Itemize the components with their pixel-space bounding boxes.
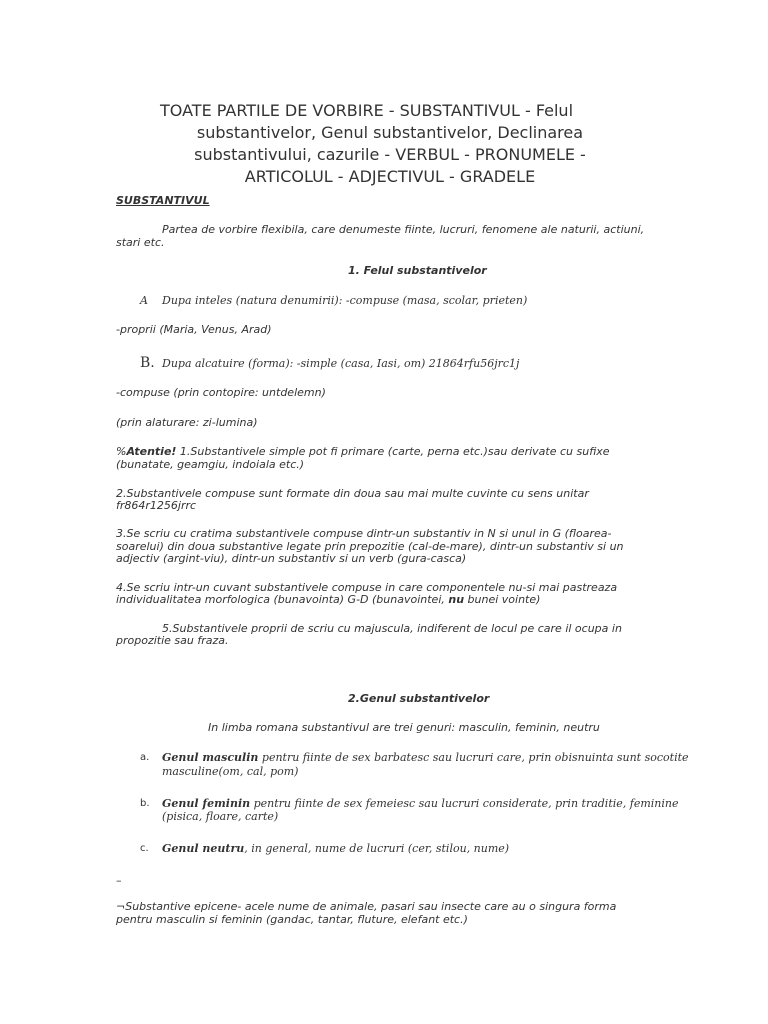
definition-line-2: stari etc. <box>116 236 165 249</box>
title-line-4: ARTICOLUL - ADJECTIVUL - GRADELE <box>244 167 536 186</box>
atentie-line-1 <box>116 445 610 458</box>
p3-line-2: soarelui) din doua substantive legate prin prepozitie (cal-de-mare), dintr-un substantiv si un <box>116 540 624 553</box>
alaturare-text: (prin alaturare: zi-lumina) <box>116 416 258 429</box>
gen-neutru-label: Genul neutru <box>162 842 245 855</box>
p5-line-1: 5.Substantivele proprii de scriu cu majuscula, indiferent de locul pe care il ocupa in <box>162 622 622 635</box>
atentie-prefix: % <box>116 445 127 458</box>
p3-line-1: 3.Se scriu cu cratima substantivele compuse dintr-un substantiv in N si unul in G (floarea- <box>116 527 612 540</box>
list-marker-a-gen: a. <box>140 752 150 763</box>
section-2-title: 2.Genul substantivelor <box>348 692 490 705</box>
gen-neutru-text: , in general, nume de lucruri (cer, stilou, nume) <box>244 842 510 855</box>
atentie-text-1: 1.Substantivele simple pot fi primare (carte, perna etc.)sau derivate cu sufixe <box>176 445 610 458</box>
gen-a-line-2: masculine(om, cal, pom) <box>162 765 299 778</box>
p4-line-1: 4.Se scriu intr-un cuvant substantivele compuse in care componentele nu-si mai pastreaza <box>116 581 618 594</box>
list-marker-b-gen: b. <box>140 798 150 809</box>
epicene-line-1: ¬Substantive epicene- acele nume de animale, pasari sau insecte care au o singura forma <box>116 900 617 913</box>
item-a-text: Dupa inteles (natura denumirii): -compuse (masa, scolar, prieten) <box>162 294 528 307</box>
list-marker-c-gen: c. <box>140 843 149 854</box>
title-line-1: TOATE PARTILE DE VORBIRE - SUBSTANTIVUL - Felul <box>160 101 574 120</box>
list-marker-a: A <box>140 294 148 307</box>
gen-feminin-text: pentru fiinte de sex femeiesc sau lucruri considerate, prin traditie, feminine <box>250 797 679 810</box>
p4-text-a: individualitatea morfologica (bunavointa) G-D (bunavointei, <box>116 593 449 606</box>
section-1-title: 1. Felul substantivelor <box>348 264 487 277</box>
gen-a-line-1 <box>162 751 689 764</box>
title-line-3: substantivului, cazurile - VERBUL - PRONUMELE - <box>194 145 586 164</box>
atentie-line-2: (bunatate, geamgiu, indoiala etc.) <box>116 458 305 471</box>
compuse-contopire-text: -compuse (prin contopire: untdelemn) <box>116 386 326 399</box>
dash-mark: – <box>116 874 122 887</box>
gen-b-line-1 <box>162 797 679 810</box>
p4-text-nu: nu <box>448 593 465 606</box>
gen-c-line-1 <box>162 842 509 855</box>
section-2-intro: In limba romana substantivul are trei genuri: masculin, feminin, neutru <box>208 721 600 734</box>
title-line-2: substantivelor, Genul substantivelor, Declinarea <box>196 123 584 142</box>
p3-line-3: adjectiv (argint-viu), dintr-un substantiv si un verb (gura-casca) <box>116 552 467 565</box>
gen-masculin-label: Genul masculin <box>162 751 259 764</box>
gen-b-line-2: (pisica, floare, carte) <box>162 810 279 823</box>
item-b-text: Dupa alcatuire (forma): -simple (casa, Iasi, om) 21864rfu56jrc1j <box>162 357 520 370</box>
proprii-text: -proprii (Maria, Venus, Arad) <box>116 323 272 336</box>
definition-line-1: Partea de vorbire flexibila, care denumeste fiinte, lucruri, fenomene ale naturii, actiuni, <box>162 223 645 236</box>
p5-line-2: propozitie sau fraza. <box>116 634 229 647</box>
epicene-line-2: pentru masculin si feminin (gandac, tantar, fluture, elefant etc.) <box>116 913 468 926</box>
heading-substantivul: SUBSTANTIVUL <box>116 194 210 207</box>
p4-text-c: bunei vointe) <box>464 593 541 606</box>
p4-line-2 <box>116 593 540 606</box>
p2-line-2: fr864r1256jrrc <box>116 499 197 512</box>
list-marker-b: B. <box>140 355 155 371</box>
gen-masculin-text: pentru fiinte de sex barbatesc sau lucruri care, prin obisnuinta sunt socotite <box>258 751 689 764</box>
p2-line-1: 2.Substantivele compuse sunt formate din doua sau mai multe cuvinte cu sens unitar <box>116 487 589 500</box>
atentie-label: Atentie! <box>126 445 177 458</box>
document-title <box>150 100 630 188</box>
gen-feminin-label: Genul feminin <box>162 797 251 810</box>
